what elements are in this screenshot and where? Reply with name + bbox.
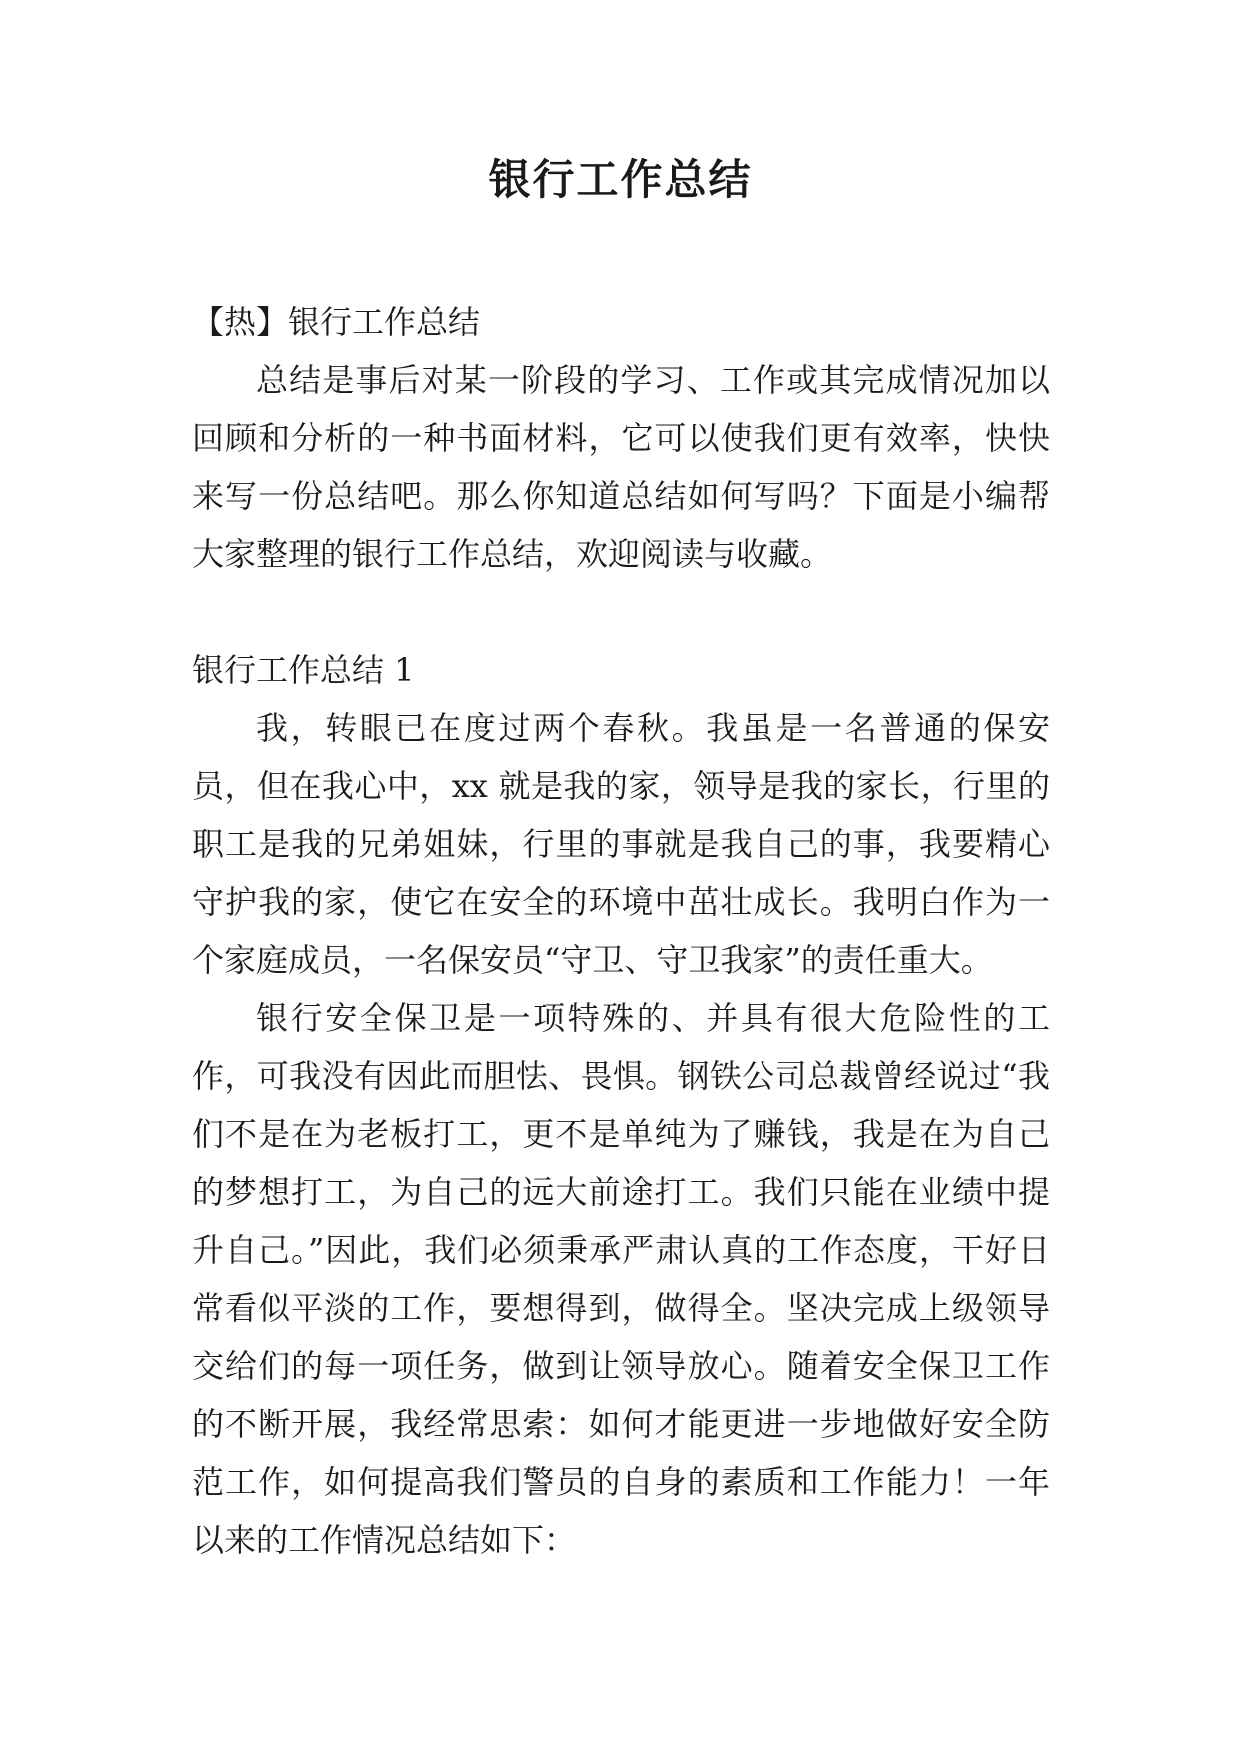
document-title: 银行工作总结 [488,155,753,204]
intro-heading: 【热】银行工作总结 [192,303,481,341]
section-spacer [192,583,1050,641]
body-paragraph: 银行安全保卫是一项特殊的、并具有很大危险性的工作，可我没有因此而胆怯、畏惧。钢铁公司总裁曾经说过“我们不是在为老板打工，更不是单纯为了赚钱，我是在为自己的梦想打工，为自己的远大前途打工。我们只能在业绩中提升自己。”因此，我们必须秉承严肃认真的工作态度，干好日常看似平淡的工作，要想得到，做得全。坚决完成上级领导交给们的每一项任务，做到让领导放心。随着安全保卫工作的不断开展，我经常思索：如何才能更进一步地做好安全防范工作，如何提高我们警员的自身的素质和工作能力！一年以来的工作情况总结如下： [192,999,1050,1559]
section-heading: 银行工作总结 1 [192,651,415,689]
intro-paragraph: 总结是事后对某一阶段的学习、工作或其完成情况加以回顾和分析的一种书面材料，它可以使我们更有效率，快快来写一份总结吧。那么你知道总结如何写吗？下面是小编帮大家整理的银行工作总结，欢迎阅读与收藏。 [192,361,1050,573]
document-body [192,293,1050,1569]
body-paragraph: 我，转眼已在度过两个春秋。我虽是一名普通的保安员，但在我心中，xx 就是我的家，领导是我的家长，行里的职工是我的兄弟姐妹，行里的事就是我自己的事，我要精心守护我的家，使它在安全的环境中茁壮成长。我明白作为一个家庭成员，一名保安员“守卫、守卫我家”的责任重大。 [192,709,1050,979]
